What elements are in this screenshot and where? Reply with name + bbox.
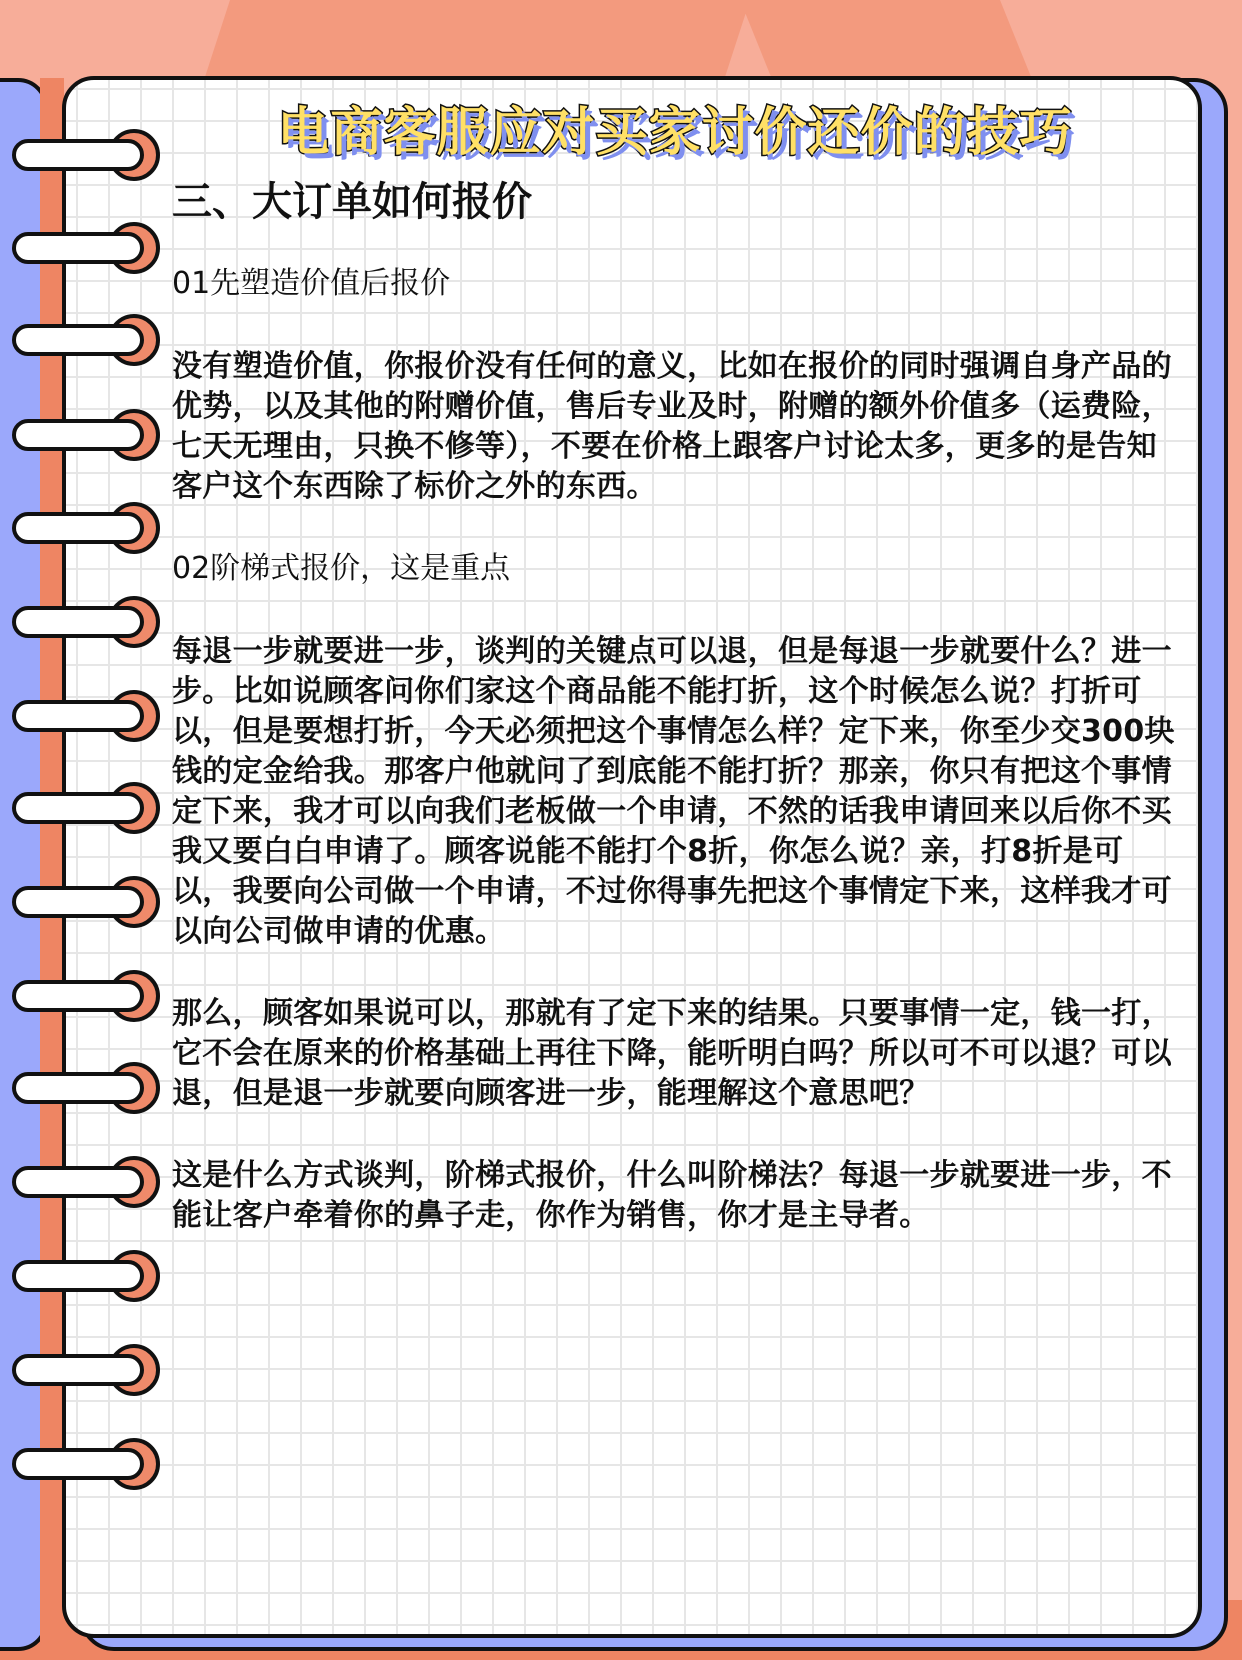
binder-ring-icon xyxy=(8,782,158,834)
subheading-02: 02阶梯式报价，这是重点 xyxy=(172,551,511,586)
binder-ring-icon xyxy=(8,1438,158,1490)
binder-ring-icon xyxy=(8,1344,158,1396)
binder-ring-icon xyxy=(8,876,158,928)
subheading-01: 01先塑造价值后报价 xyxy=(172,266,451,301)
section-heading: 三、大订单如何报价 xyxy=(172,179,532,225)
paragraph: 这是什么方式谈判，阶梯式报价，什么叫阶梯法？每退一步就要进一步，不能让客户牵着你的鼻子走，你作为销售，你才是主导者。 xyxy=(172,1158,1172,1233)
paragraph: 每退一步就要进一步，谈判的关键点可以退，但是每退一步就要什么？进一步。比如说顾客问你们家这个商品能不能打折，这个时候怎么说？打折可以，但是要想打折，今天必须把这个事情怎么样？定下来，你至少交300块钱的定金给我。那客户他就问了到底能不能打折？那亲，你只有把这个事情定下来，我才可以向我们老板做一个申请，不然的话我申请回来以后你不买我又要白白申请了。顾客说能不能打个8折，你怎么说？亲，打8折是可以，我要向公司做一个申请，不过你得事先把这个事情定下来，这样我才可以向公司做申请的优惠。 xyxy=(172,634,1175,949)
binder-ring-icon xyxy=(8,129,158,181)
paragraph: 那么，顾客如果说可以，那就有了定下来的结果。只要事情一定，钱一打，它不会在原来的价格基础上再往下降，能听明白吗？所以可不可以退？可以退，但是退一步就要向顾客进一步，能理解这个意思吧？ xyxy=(172,996,1172,1111)
binder-ring-icon xyxy=(8,690,158,742)
paragraph: 没有塑造价值，你报价没有任何的意义，比如在报价的同时强调自身产品的优势，以及其他的附赠价值，售后专业及时，附赠的额外价值多（运费险，七天无理由，只换不修等），不要在价格上跟客户讨论太多，更多的是告知客户这个东西除了标价之外的东西。 xyxy=(172,349,1172,504)
page-title: 电商客服应对买家讨价还价的技巧 xyxy=(277,103,1073,163)
binder-ring-icon xyxy=(8,314,158,366)
article-content xyxy=(172,180,1182,1278)
binder-ring-icon xyxy=(8,970,158,1022)
binder-ring-icon xyxy=(8,596,158,648)
binder-ring-icon xyxy=(8,502,158,554)
binder-ring-icon xyxy=(8,222,158,274)
binder-ring-icon xyxy=(8,1250,158,1302)
binder-ring-icon xyxy=(8,409,158,461)
binder-ring-icon xyxy=(8,1062,158,1114)
notebook-spine xyxy=(40,78,64,1643)
binder-ring-icon xyxy=(8,1156,158,1208)
